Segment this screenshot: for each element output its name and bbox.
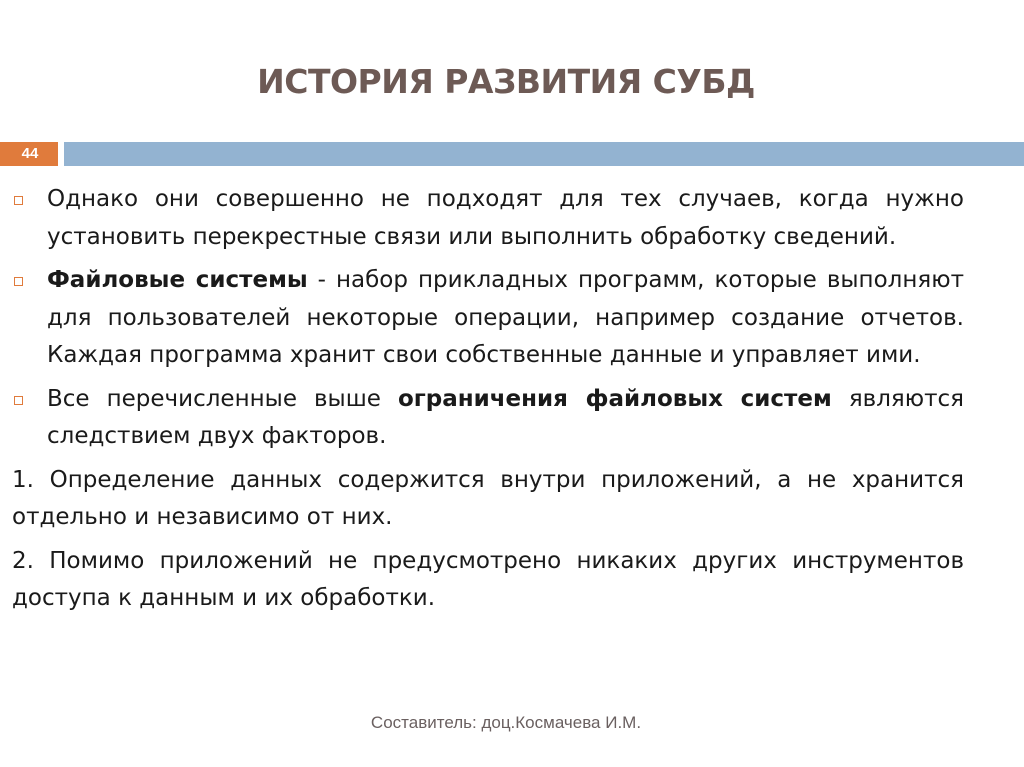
bullet-bold-term: ограничения файловых систем	[397, 385, 832, 412]
header-accent-bar	[64, 142, 1024, 166]
slide-title: ИСТОРИЯ РАЗВИТИЯ СУБД	[257, 62, 755, 101]
bullet-text-before: Все перечисленные выше	[47, 385, 398, 412]
bullet-item	[12, 381, 964, 456]
bullet-bold-term: Файловые системы	[47, 267, 308, 293]
square-bullet-icon	[14, 196, 23, 205]
bullet-item	[12, 262, 964, 375]
numbered-item-1: 1. Определение данных содержится внутри приложений, а не хранится отдельно и независимо от них.	[12, 466, 964, 530]
square-bullet-icon	[14, 396, 23, 405]
bullet-text: Однако они совершенно не подходят для тех случаев, когда нужно установить перекрестные связи или выполнить обработку сведений.	[47, 186, 964, 250]
slide-footer-author: Составитель: доц.Космачева И.М.	[370, 713, 642, 732]
bullet-item	[12, 181, 964, 256]
square-bullet-icon	[14, 277, 23, 286]
numbered-item-2: 2. Помимо приложений не предусмотрено никаких других инструментов доступа к данным и их обработки.	[12, 547, 964, 611]
slide-number-badge: 44	[0, 142, 58, 166]
slide-content	[12, 181, 964, 624]
bullet-text-after: являются следствием двух факторов.	[47, 385, 964, 449]
bullet-text: - набор прикладных программ, которые выполняют для пользователей некоторые операции, например создание отчетов. Каждая программа хранит свои собственные данные и управляет ими.	[47, 267, 965, 368]
